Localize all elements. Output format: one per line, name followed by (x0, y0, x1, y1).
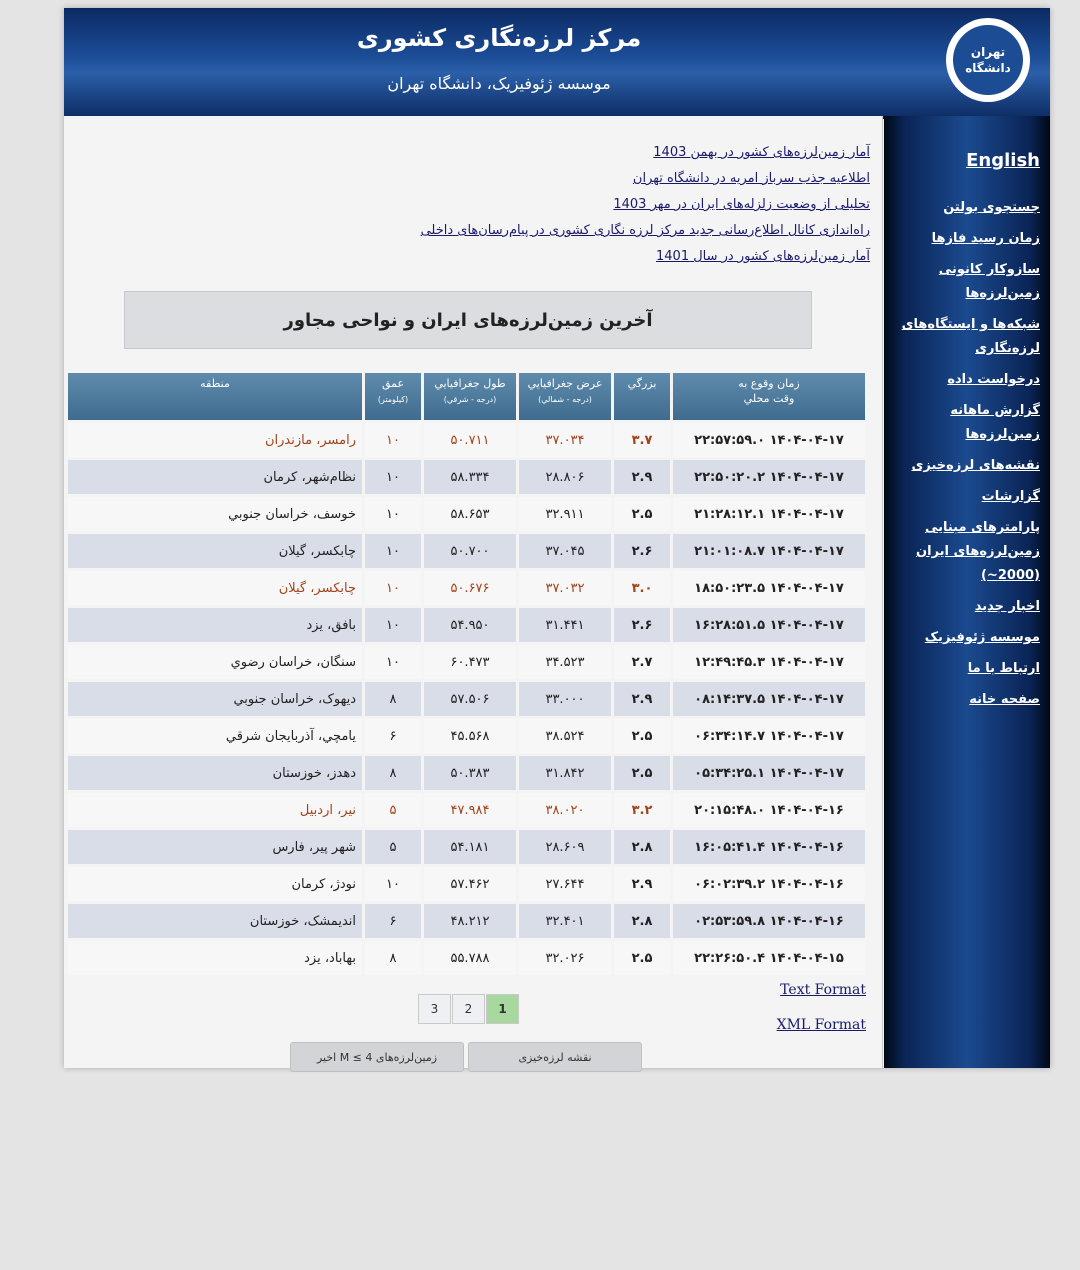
cell-depth: ۱۰ (365, 571, 421, 605)
table-row (68, 423, 865, 457)
cell-time: ۱۴۰۴-۰۴-۱۷ ۱۶:۲۸:۵۱.۵ (673, 608, 865, 642)
sidebar-item-geophysics-institute[interactable]: موسسه ژئوفیزیک (924, 630, 1040, 645)
site-subtitle: موسسه ژئوفیزیک، دانشگاه تهران (387, 74, 611, 93)
table-row (68, 941, 865, 975)
sidebar-item-reports[interactable]: گزارشات (981, 489, 1040, 504)
cell-time: ۱۴۰۴-۰۴-۱۶ ۰۶:۰۲:۳۹.۲ (673, 867, 865, 901)
earthquake-table (65, 370, 868, 978)
cell-lat: ۲۸.۸۰۶ (519, 460, 611, 494)
header-depth-sub: (کيلومتر) (377, 395, 409, 404)
cell-region: بافق، يزد (68, 608, 362, 642)
cell-region: يامچي، آذربايجان شرقي (68, 719, 362, 753)
cell-lat: ۳۷.۰۴۵ (519, 534, 611, 568)
cell-region: شهر پير، فارس (68, 830, 362, 864)
table-row (68, 904, 865, 938)
pagination (418, 994, 519, 1024)
cell-mag: ۲.۸ (614, 904, 670, 938)
table-row (68, 534, 865, 568)
university-logo[interactable] (946, 18, 1030, 102)
cell-depth: ۸ (365, 941, 421, 975)
table-row (68, 867, 865, 901)
cell-mag: ۲.۷ (614, 645, 670, 679)
cell-region: چابکسر، گيلان (68, 534, 362, 568)
cell-mag: ۳.۷ (614, 423, 670, 457)
cell-mag: ۲.۵ (614, 756, 670, 790)
cell-depth: ۸ (365, 756, 421, 790)
xml-format-link[interactable]: XML Format (776, 1017, 866, 1033)
cell-region: خوسف، خراسان جنوبي (68, 497, 362, 531)
cell-lat: ۳۲.۰۲۶ (519, 941, 611, 975)
cell-region: بهاباد، يزد (68, 941, 362, 975)
cell-mag: ۲.۹ (614, 460, 670, 494)
cell-depth: ۱۰ (365, 534, 421, 568)
cell-lat: ۳۷.۰۳۲ (519, 571, 611, 605)
header-lon-label: طول جغرافيايي (434, 377, 506, 390)
cell-time: ۱۴۰۴-۰۴-۱۷ ۱۸:۵۰:۲۳.۵ (673, 571, 865, 605)
news-list (90, 140, 870, 270)
header-depth-label: عمق (381, 377, 405, 390)
cell-region: انديمشک، خوزستان (68, 904, 362, 938)
table-row (68, 497, 865, 531)
cell-time: ۱۴۰۴-۰۴-۱۷ ۲۲:۵۷:۵۹.۰ (673, 423, 865, 457)
cell-region: رامسر، مازندران (68, 423, 362, 457)
header-mag (614, 373, 670, 420)
table-row (68, 608, 865, 642)
cell-depth: ۶ (365, 904, 421, 938)
sidebar-item-monthly-report[interactable]: گزارش ماهانه زمین‌لرزه‌ها (950, 403, 1040, 442)
header-lat-sub: (درجه - شمالي) (538, 395, 592, 404)
cell-lat: ۳۲.۴۰۱ (519, 904, 611, 938)
cell-region: ديهوک، خراسان جنوبي (68, 682, 362, 716)
logo-emblem-icon (953, 25, 1023, 95)
table-row (68, 571, 865, 605)
cell-depth: ۱۰ (365, 423, 421, 457)
page-button-1[interactable]: 1 (486, 994, 519, 1024)
sidebar-item-base-parameters[interactable]: پارامترهای مبنایی زمین‌لرزه‌های ایران (2000~) (916, 520, 1040, 583)
cell-depth: ۱۰ (365, 460, 421, 494)
text-format-link[interactable]: Text Format (780, 982, 866, 998)
header-time (673, 373, 865, 420)
cell-lon: ۵۴.۱۸۱ (424, 830, 516, 864)
cell-mag: ۳.۰ (614, 571, 670, 605)
page-frame (64, 8, 1050, 1068)
sidebar-item-news[interactable]: اخبار جدید (974, 599, 1040, 614)
cell-region: سنگان، خراسان رضوي (68, 645, 362, 679)
table-row (68, 719, 865, 753)
header-region-label: منطقه (200, 377, 230, 390)
cell-lat: ۳۷.۰۳۴ (519, 423, 611, 457)
site-header (64, 8, 1050, 119)
cell-lon: ۵۰.۷۰۰ (424, 534, 516, 568)
cell-time: ۱۴۰۴-۰۴-۱۶ ۰۲:۵۳:۵۹.۸ (673, 904, 865, 938)
sidebar-item-bulletin-search[interactable]: جستجوی بولتن (943, 200, 1040, 215)
news-link-2[interactable]: تحلیلی از وضعیت زلزله‌های ایران در مهر 1403 (613, 197, 870, 212)
news-link-3[interactable]: راه‌اندازی کانال اطلاع‌رسانی جدید مرکز لرزه نگاری کشوری در پیام‌رسان‌های داخلی (420, 223, 870, 238)
cell-lat: ۳۳.۰۰۰ (519, 682, 611, 716)
cell-lat: ۲۷.۶۴۴ (519, 867, 611, 901)
sidebar-item-contact[interactable]: ارتباط با ما (967, 661, 1040, 676)
cell-mag: ۲.۵ (614, 497, 670, 531)
news-link-1[interactable]: اطلاعیه جذب سرباز امریه در دانشگاه تهران (632, 171, 870, 186)
sidebar (884, 116, 1050, 1068)
cell-depth: ۶ (365, 719, 421, 753)
cell-depth: ۱۰ (365, 867, 421, 901)
cell-lat: ۳۸.۵۲۴ (519, 719, 611, 753)
sidebar-item-seismicity-maps[interactable]: نقشه‌های لرزه‌خیزی (911, 458, 1040, 473)
cell-mag: ۲.۵ (614, 719, 670, 753)
cell-lat: ۳۱.۸۴۲ (519, 756, 611, 790)
cell-time: ۱۴۰۴-۰۴-۱۷ ۰۵:۳۴:۲۵.۱ (673, 756, 865, 790)
sidebar-item-data-request[interactable]: درخواست داده (947, 372, 1040, 387)
header-region (68, 373, 362, 420)
table-row (68, 645, 865, 679)
cell-time: ۱۴۰۴-۰۴-۱۵ ۲۲:۲۶:۵۰.۴ (673, 941, 865, 975)
header-time-label: زمان وقوع به (738, 377, 800, 390)
sidebar-item-phase-arrivals[interactable]: زمان رسید فازها (931, 231, 1040, 246)
cell-lon: ۵۷.۴۶۲ (424, 867, 516, 901)
cell-depth: ۵ (365, 830, 421, 864)
logo-text-bottom: دانشگاه (965, 61, 1011, 75)
site-title: مرکز لرزه‌نگاری کشوری (356, 24, 642, 52)
cell-lon: ۴۸.۲۱۲ (424, 904, 516, 938)
header-depth (365, 373, 421, 420)
cell-time: ۱۴۰۴-۰۴-۱۷ ۲۲:۵۰:۲۰.۲ (673, 460, 865, 494)
cell-lat: ۳۱.۴۴۱ (519, 608, 611, 642)
english-link[interactable]: English (966, 150, 1040, 171)
recent-m4-button[interactable]: زمین‌لرزه‌های 4 ≥ M اخیر (290, 1042, 464, 1072)
cell-lon: ۴۷.۹۸۴ (424, 793, 516, 827)
cell-depth: ۸ (365, 682, 421, 716)
cell-depth: ۱۰ (365, 608, 421, 642)
cell-mag: ۲.۹ (614, 867, 670, 901)
cell-lat: ۳۴.۵۲۳ (519, 645, 611, 679)
cell-depth: ۵ (365, 793, 421, 827)
sidebar-item-home[interactable]: صفحه خانه (969, 692, 1040, 707)
cell-region: دهدز، خوزستان (68, 756, 362, 790)
cell-region: نظام‌شهر، کرمان (68, 460, 362, 494)
table-row (68, 793, 865, 827)
table-title: آخرین زمین‌لرزه‌های ایران و نواحی مجاور (124, 291, 812, 349)
table-row (68, 830, 865, 864)
table-row (68, 756, 865, 790)
cell-time: ۱۴۰۴-۰۴-۱۷ ۲۱:۲۸:۱۲.۱ (673, 497, 865, 531)
main-content (64, 116, 883, 1068)
cell-time: ۱۴۰۴-۰۴-۱۶ ۲۰:۱۵:۴۸.۰ (673, 793, 865, 827)
sidebar-nav (880, 196, 1040, 719)
cell-depth: ۱۰ (365, 497, 421, 531)
cell-region: چابکسر، گيلان (68, 571, 362, 605)
table-row (68, 682, 865, 716)
cell-lon: ۶۰.۴۷۳ (424, 645, 516, 679)
cell-lon: ۵۰.۷۱۱ (424, 423, 516, 457)
header-lat-label: عرض جغرافيايي (527, 377, 603, 390)
header-lon-sub: (درجه - شرقي) (443, 395, 497, 404)
logo-text-top: تهران (970, 45, 1006, 59)
cell-time: ۱۴۰۴-۰۴-۱۷ ۱۲:۴۹:۴۵.۳ (673, 645, 865, 679)
cell-time: ۱۴۰۴-۰۴-۱۷ ۰۸:۱۴:۳۷.۵ (673, 682, 865, 716)
cell-time: ۱۴۰۴-۰۴-۱۷ ۲۱:۰۱:۰۸.۷ (673, 534, 865, 568)
cell-depth: ۱۰ (365, 645, 421, 679)
cell-lon: ۵۸.۶۵۳ (424, 497, 516, 531)
sidebar-item-focal-mechanisms[interactable]: سازوکار کانونی زمین‌لرزه‌ها (938, 262, 1040, 301)
table-row (68, 460, 865, 494)
cell-mag: ۲.۶ (614, 608, 670, 642)
cell-lon: ۵۷.۵۰۶ (424, 682, 516, 716)
cell-region: نودژ، کرمان (68, 867, 362, 901)
cell-time: ۱۴۰۴-۰۴-۱۷ ۰۶:۳۴:۱۴.۷ (673, 719, 865, 753)
cell-lon: ۵۸.۳۳۴ (424, 460, 516, 494)
sidebar-item-networks-stations[interactable]: شبکه‌ها و ایستگاه‌های لرزه‌نگاری (901, 317, 1040, 356)
header-time-sub: وقت محلي (743, 392, 795, 405)
cell-mag: ۲.۵ (614, 941, 670, 975)
cell-lat: ۳۲.۹۱۱ (519, 497, 611, 531)
cell-mag: ۲.۹ (614, 682, 670, 716)
cell-mag: ۳.۲ (614, 793, 670, 827)
cell-lon: ۵۰.۳۸۳ (424, 756, 516, 790)
table-header-row (68, 373, 865, 420)
page-button-2[interactable]: 2 (452, 994, 485, 1024)
cell-time: ۱۴۰۴-۰۴-۱۶ ۱۶:۰۵:۴۱.۴ (673, 830, 865, 864)
cell-lon: ۵۴.۹۵۰ (424, 608, 516, 642)
cell-mag: ۲.۶ (614, 534, 670, 568)
cell-region: نير، اردبيل (68, 793, 362, 827)
page-button-3[interactable]: 3 (418, 994, 451, 1024)
cell-lat: ۲۸.۶۰۹ (519, 830, 611, 864)
cell-mag: ۲.۸ (614, 830, 670, 864)
news-link-4[interactable]: آمار زمین‌لرزه‌های کشور در سال 1401 (656, 249, 870, 264)
cell-lon: ۴۵.۵۶۸ (424, 719, 516, 753)
header-lon (424, 373, 516, 420)
cell-lon: ۵۵.۷۸۸ (424, 941, 516, 975)
cell-lat: ۳۸.۰۲۰ (519, 793, 611, 827)
header-lat (519, 373, 611, 420)
cell-lon: ۵۰.۶۷۶ (424, 571, 516, 605)
news-link-0[interactable]: آمار زمین‌لرزه‌های کشور در بهمن 1403 (653, 145, 870, 160)
header-mag-label: بزرگي (627, 377, 657, 390)
seismicity-map-button[interactable]: نقشه لرزه‌خیزی (468, 1042, 642, 1072)
